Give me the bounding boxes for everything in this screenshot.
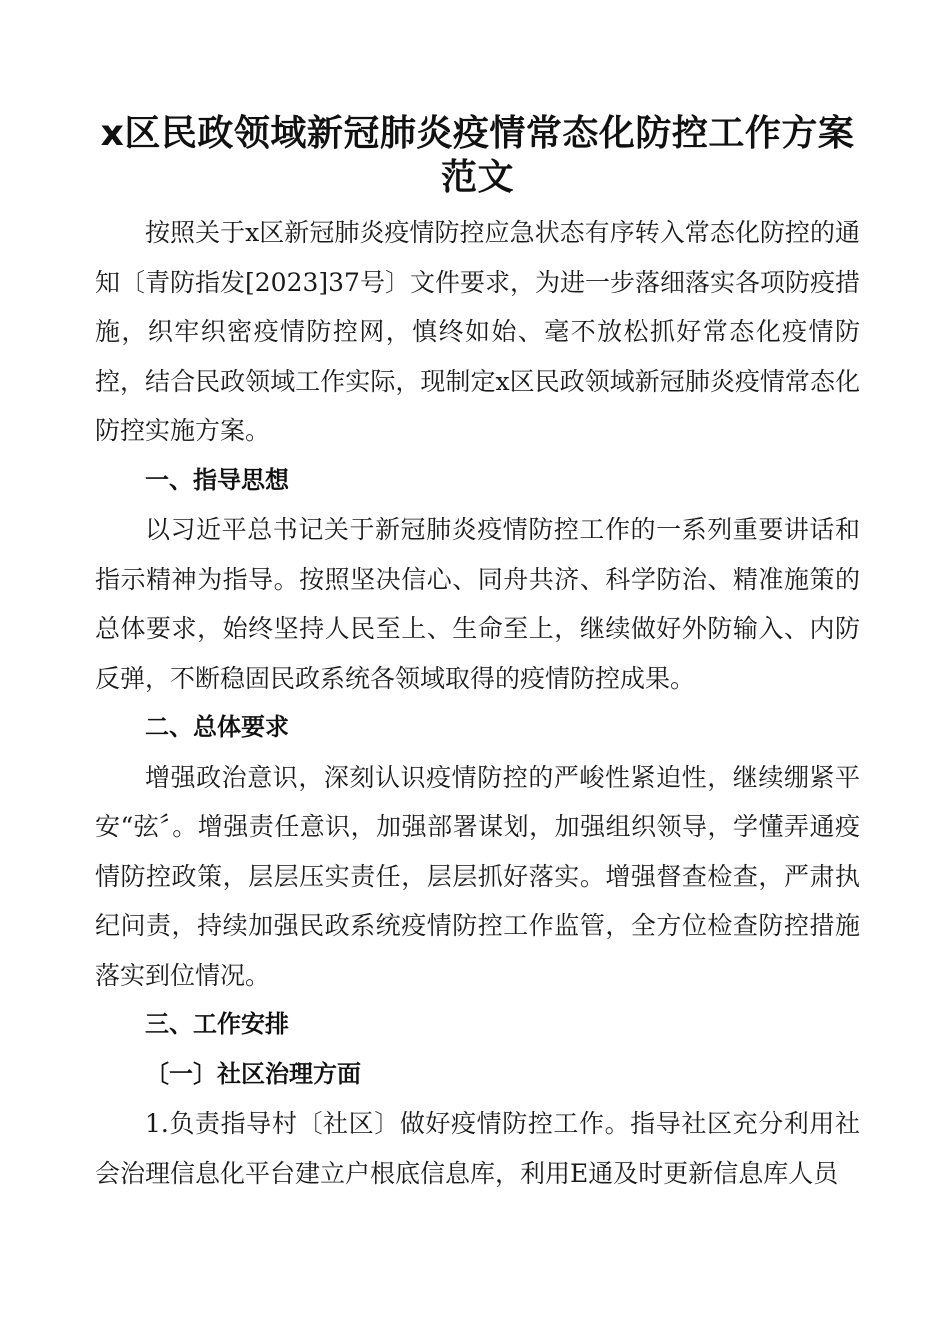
section-heading-guiding-ideology: 一、指导思想 [145,465,289,494]
subsection-heading-community-governance: 〔一〕社区治理方面 [145,1059,361,1088]
guiding-ideology-paragraph: 以习近平总书记关于新冠肺炎疫情防控工作的一系列重要讲话和指示精神为指导。按照坚决信心、同舟共济、科学防治、精准施策的总体要求，始终坚持人民至上、生命至上，继续做好外防输入、内防反弹，不断稳固民政系统各领域取得的疫情防控成果。 [95,515,860,693]
document-title: x区民政领域新冠肺炎疫情常态化防控工作方案范文 [100,113,855,198]
overall-requirements-paragraph: 增强政治意识，深刻认识疫情防控的严峻性紧迫性，继续绷紧平安“弦〞。增强责任意识，加强部署谋划，加强组织领导，学懂弄通疫情防控政策，层层压实责任，层层抓好落实。增强督查检查，严肃执纪问责，持续加强民政系统疫情防控工作监管，全方位检查防控措施落实到位情况。 [95,762,860,990]
community-governance-item-1: 1.负责指导村〔社区〕做好疫情防控工作。指导社区充分利用社会治理信息化平台建立户根底信息库，利用E通及时更新信息库人员 [95,1109,860,1188]
intro-paragraph: 按照关于x区新冠肺炎疫情防控应急状态有序转入常态化防控的通知〔青防指发[2023]37号〕文件要求，为进一步落细落实各项防疫措施，织牢织密疫情防控网，慎终如始、毫不放松抓好常态化疫情防控，结合民政领域工作实际，现制定x区民政领域新冠肺炎疫情常态化防控实施方案。 [95,218,860,445]
section-heading-overall-requirements: 二、总体要求 [145,713,289,741]
section-heading-work-arrangements: 三、工作安排 [145,1010,289,1038]
document-body [95,208,860,1198]
